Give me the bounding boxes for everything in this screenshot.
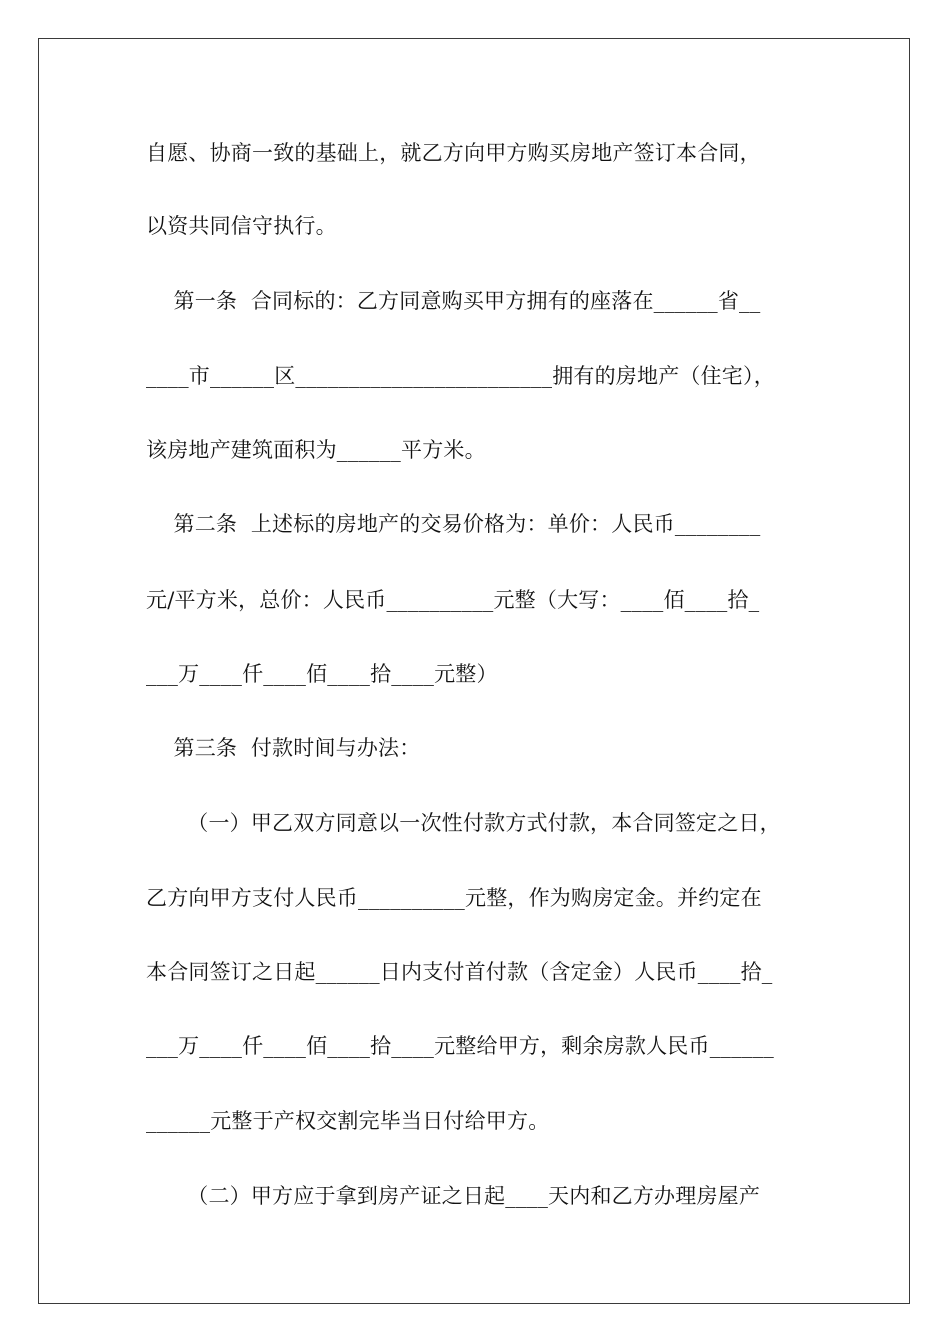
article-3-heading-line: 第三条 付款时间与办法： [146,736,421,760]
clause-2-line: （二）甲方应于拿到房产证之日起____天内和乙方办理房屋产 [146,1184,761,1208]
article-1-heading-line: 第一条 合同标的：乙方同意购买甲方拥有的座落在______省__ [146,289,761,313]
text-line-1: 自愿、协商一致的基础上，就乙方向甲方购买房地产签订本合同， [146,141,761,165]
text-line-11: 乙方向甲方支付人民币__________元整，作为购房定金。并约定在 [146,886,762,910]
text-line-8: ___万____仟____佰____拾____元整） [146,662,498,686]
text-line-5: 该房地产建筑面积为______平方米。 [146,438,486,462]
clause-1-line: （一）甲乙双方同意以一次性付款方式付款，本合同签定之日， [146,811,781,835]
article-2-heading-line: 第二条 上述标的房地产的交易价格为：单价：人民币________ [146,512,761,536]
text-line-14: ______元整于产权交割完毕当日付给甲方。 [146,1109,550,1133]
text-line-12: 本合同签订之日起______日内支付首付款（含定金）人民币____拾_ [146,960,773,984]
text-line-7: 元/平方米，总价：人民币__________元整（大写：____佰____拾_ [146,588,760,612]
text-line-2: 以资共同信守执行。 [146,214,337,238]
text-line-4: ____市______区________________________拥有的房地产（住宅）， [146,364,775,388]
text-line-13: ___万____仟____佰____拾____元整给甲方，剩余房款人民币______ [146,1034,774,1058]
